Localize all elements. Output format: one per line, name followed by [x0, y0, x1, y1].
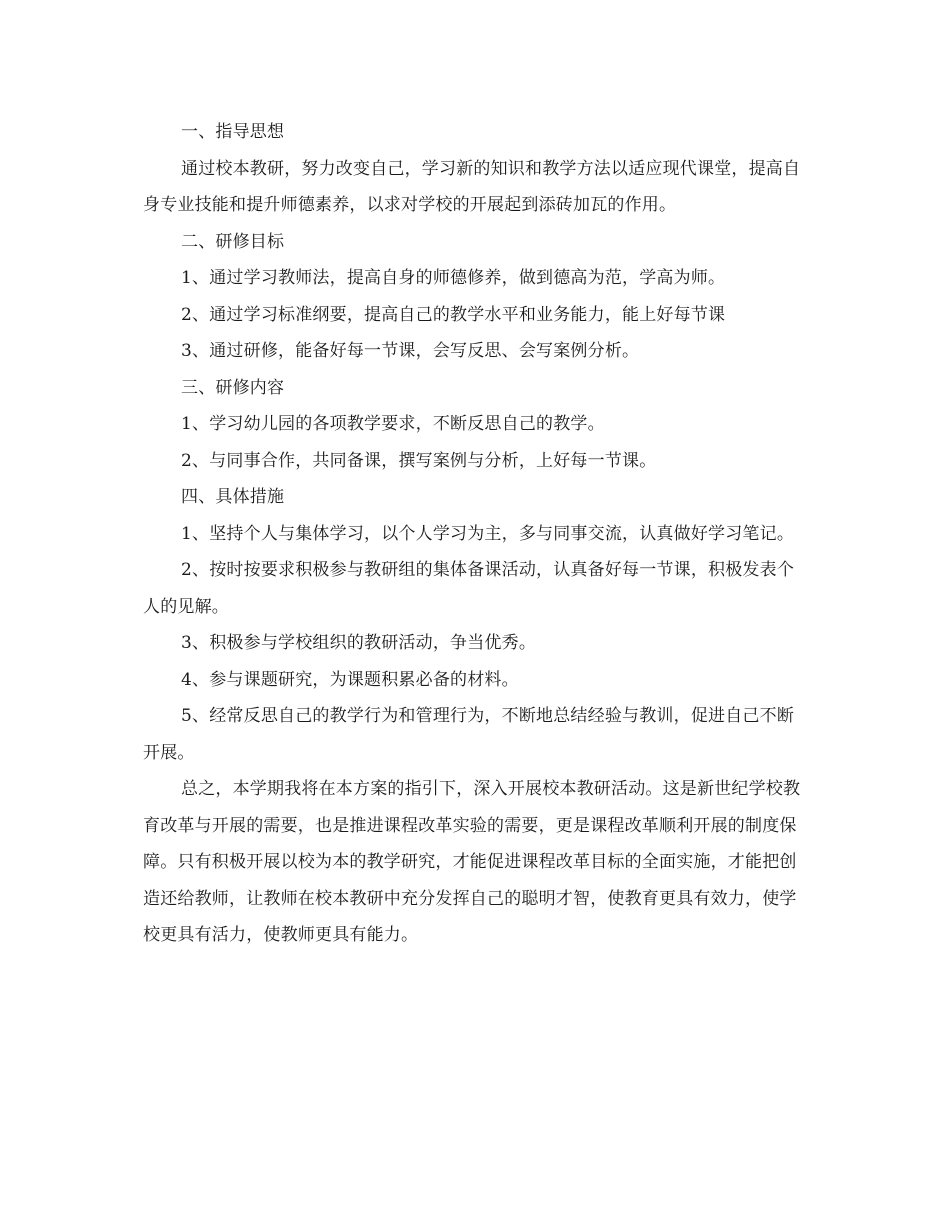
section-heading-guiding-thought: 一、指导思想: [181, 122, 285, 142]
paragraph-guiding-thought: 通过校本教研，努力改变自己，学习新的知识和教学方法以适应现代课堂，提高自身专业技能和提升师德素养，以求对学校的开展起到添砖加瓦的作用。: [143, 158, 801, 215]
section-heading-study-goals: 二、研修目标: [181, 231, 285, 252]
measure-item-4: 4、参与课题研究，为课题积累必备的材料。: [181, 669, 519, 690]
paragraph-summary: 总之，本学期我将在本方案的指引下，深入开展校本教研活动。这是新世纪学校教育改革与开展的需要，也是推进课程改革实验的需要，更是课程改革顺利开展的制度保障。只有积极开展以校为本的教学研究，才能促进课程改革目标的全面实施，才能把创造还给教师，让教师在校本教研中充分发挥自己的聪明才智，使教育更具有效力，使学校更具有活力，使教师更具有能力。: [143, 779, 801, 945]
measure-item-3: 3、积极参与学校组织的教研活动，争当优秀。: [181, 633, 537, 653]
content-item-1: 1、学习幼儿园的各项教学要求，不断反思自己的教学。: [181, 414, 605, 434]
goal-item-3: 3、通过研修，能备好每一节课，会写反思、会写案例分析。: [181, 341, 640, 361]
document-body: [143, 114, 807, 954]
measure-item-1: 1、坚持个人与集体学习，以个人学习为主，多与同事交流，认真做好学习笔记。: [181, 523, 795, 544]
section-heading-measures: 四、具体措施: [181, 487, 285, 507]
goal-item-2: 2、通过学习标准纲要，提高自己的教学水平和业务能力，能上好每节课: [181, 304, 726, 325]
content-item-2: 2、与同事合作，共同备课，撰写案例与分析，上好每一节课。: [181, 450, 657, 471]
measure-item-2: 2、按时按要求积极参与教研组的集体备课活动，认真备好每一节课，积极发表个人的见解。: [143, 560, 795, 617]
measure-item-5: 5、经常反思自己的教学行为和管理行为，不断地总结经验与教训，促进自己不断开展。: [143, 706, 795, 763]
goal-item-1: 1、通过学习教师法，提高自身的师德修养，做到德高为范，学高为师。: [181, 268, 726, 288]
section-heading-study-content: 三、研修内容: [181, 377, 285, 398]
